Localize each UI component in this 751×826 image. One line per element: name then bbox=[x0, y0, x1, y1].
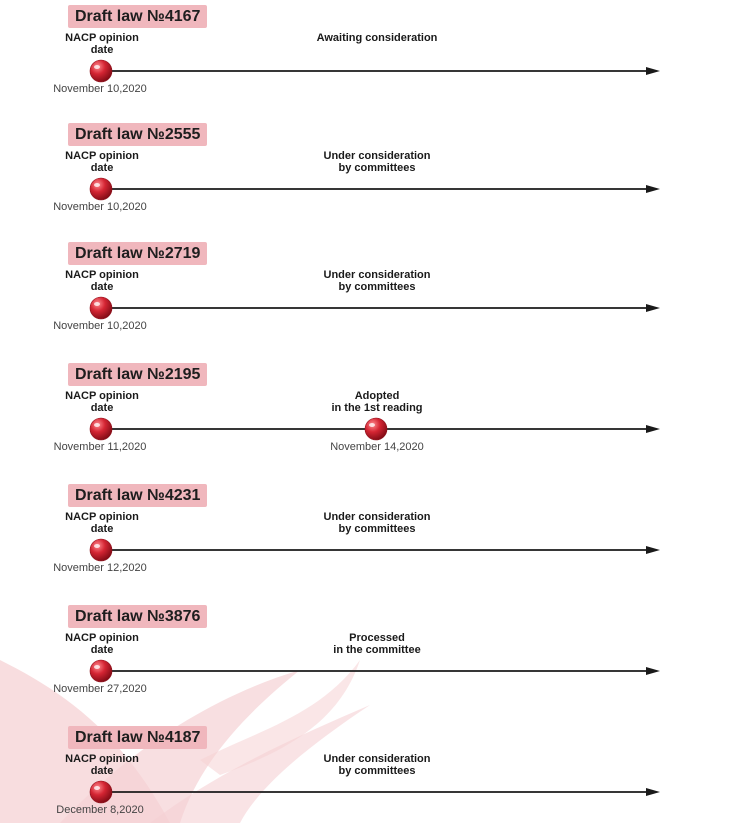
start-label: NACP opinion date bbox=[65, 390, 139, 414]
start-date: November 12,2020 bbox=[53, 562, 147, 574]
timeline-arrowhead-icon bbox=[646, 67, 660, 75]
status-label: Adopted in the 1st reading bbox=[331, 390, 423, 414]
start-date: November 27,2020 bbox=[53, 683, 147, 695]
draft-law-timeline bbox=[0, 242, 751, 342]
start-date: November 11,2020 bbox=[53, 441, 147, 453]
start-marker-icon bbox=[90, 781, 112, 803]
draft-law-timeline bbox=[0, 5, 751, 105]
start-label: NACP opinion date bbox=[65, 32, 139, 56]
status-label: Under consideration by committees bbox=[323, 269, 431, 293]
start-marker-icon bbox=[90, 297, 112, 319]
start-label: NACP opinion date bbox=[65, 269, 139, 293]
start-date: December 8,2020 bbox=[56, 804, 144, 816]
event-date: November 14,2020 bbox=[330, 441, 424, 453]
draft-law-title: Draft law №3876 bbox=[68, 605, 207, 628]
status-label: Awaiting consideration bbox=[316, 32, 438, 44]
draft-law-title: Draft law №4187 bbox=[68, 726, 207, 749]
status-label: Under consideration by committees bbox=[323, 150, 431, 174]
start-label: NACP opinion date bbox=[65, 150, 139, 174]
start-marker-icon bbox=[90, 418, 112, 440]
status-label: Under consideration by committees bbox=[323, 753, 431, 777]
draft-law-timeline bbox=[0, 726, 751, 826]
timeline-arrowhead-icon bbox=[646, 304, 660, 312]
timeline-arrowhead-icon bbox=[646, 546, 660, 554]
draft-law-timeline bbox=[0, 484, 751, 584]
start-label: NACP opinion date bbox=[65, 632, 139, 656]
status-label: Under consideration by committees bbox=[323, 511, 431, 535]
draft-law-timeline bbox=[0, 605, 751, 705]
timeline-arrowhead-icon bbox=[646, 185, 660, 193]
draft-law-title: Draft law №2719 bbox=[68, 242, 207, 265]
draft-law-title: Draft law №4231 bbox=[68, 484, 207, 507]
start-date: November 10,2020 bbox=[53, 83, 147, 95]
start-marker-icon bbox=[90, 178, 112, 200]
start-marker-icon bbox=[90, 660, 112, 682]
timeline-arrowhead-icon bbox=[646, 667, 660, 675]
status-label: Processed in the committee bbox=[333, 632, 421, 656]
start-marker-icon bbox=[90, 539, 112, 561]
event-marker-icon bbox=[365, 418, 387, 440]
start-label: NACP opinion date bbox=[65, 753, 139, 777]
timeline-arrowhead-icon bbox=[646, 425, 660, 433]
draft-law-title: Draft law №2195 bbox=[68, 363, 207, 386]
timeline-arrowhead-icon bbox=[646, 788, 660, 796]
draft-law-title: Draft law №4167 bbox=[68, 5, 207, 28]
start-marker-icon bbox=[90, 60, 112, 82]
draft-law-timeline bbox=[0, 363, 751, 463]
start-date: November 10,2020 bbox=[53, 201, 147, 213]
draft-law-title: Draft law №2555 bbox=[68, 123, 207, 146]
start-label: NACP opinion date bbox=[65, 511, 139, 535]
draft-law-timeline bbox=[0, 123, 751, 223]
start-date: November 10,2020 bbox=[53, 320, 147, 332]
